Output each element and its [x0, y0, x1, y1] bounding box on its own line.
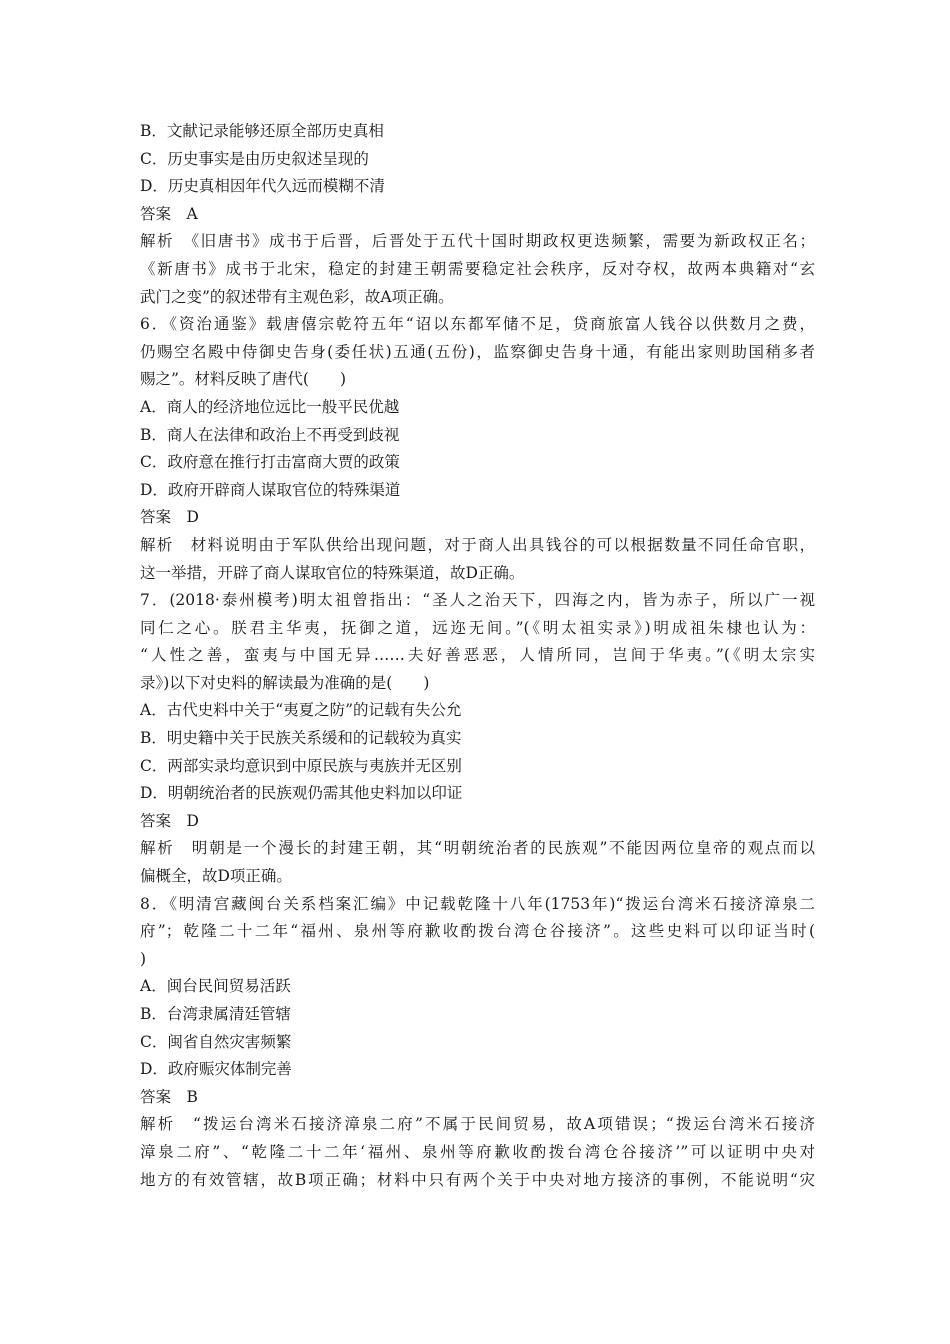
text-line: C．闽省自然灾害频繁: [140, 1032, 292, 1051]
text-line: 赐之”。材料反映了唐代( ): [140, 370, 347, 389]
text-line: B．商人在法律和政治上不再受到歧视: [140, 425, 400, 444]
text-line: A．商人的经济地位远比一般平民优越: [140, 397, 400, 416]
text-line: ): [140, 949, 147, 968]
text-line: 这一举措，开辟了商人谋取官位的特殊渠道，故D正确。: [140, 563, 525, 582]
text-line: 解析 “拨运台湾米石接济漳泉二府”不属于民间贸易，故A项错误；“拨运台湾米石接济: [140, 1115, 815, 1134]
text-line: 府”；乾隆二十二年“福州、泉州等府歉收酌拨台湾仓谷接济”。这些史料可以印证当时(: [140, 922, 815, 941]
text-line: 答案 D: [140, 811, 199, 830]
text-line: 地方的有效管辖，故B项正确；材料中只有两个关于中央对地方接济的事例，不能说明“灾: [140, 1170, 815, 1189]
text-line: 漳泉二府”、“乾隆二十二年‘福州、泉州等府歉收酌拨台湾仓谷接济’”可以证明中央对: [140, 1142, 815, 1161]
text-line: 6．《资治通鉴》载唐僖宗乾符五年“诏以东都军储不足，贷商旅富人钱谷以供数月之费，: [140, 315, 815, 334]
text-line: 解析 明朝是一个漫长的封建王朝，其“明朝统治者的民族观”不能因两位皇帝的观点而以: [140, 839, 815, 858]
text-line: C．历史事实是由历史叙述呈现的: [140, 149, 369, 168]
text-line: 解析 材料说明由于军队供给出现问题，对于商人出具钱谷的可以根据数量不同任命官职，: [140, 535, 815, 554]
text-line: D．历史真相因年代久远而模糊不清: [140, 177, 385, 196]
text-line: D．政府开辟商人谋取官位的特殊渠道: [140, 480, 401, 499]
text-line: B．文献记录能够还原全部历史真相: [140, 122, 384, 140]
text-line: 8．《明清宫藏闽台关系档案汇编》中记载乾隆十八年(1753年)“拨运台湾米石接济漳泉二: [140, 894, 815, 913]
text-line: D．政府赈灾体制完善: [140, 1060, 292, 1079]
text-line: 偏概全，故D项正确。: [140, 867, 292, 886]
text-line: C．两部实录均意识到中原民族与夷族并无区别: [140, 756, 462, 775]
text-line: 7．(2018·泰州模考)明太祖曾指出：“圣人之治天下，四海之内，皆为赤子，所以广一视: [140, 591, 815, 610]
text-line: 武门之变”的叙述带有主观色彩，故A项正确。: [140, 287, 454, 306]
text-line: 仍赐空名殿中侍御史告身(委任状)五通(五份)，监察御史告身十通，有能出家则助国稍多者: [140, 342, 815, 361]
text-line: 答案 B: [140, 1087, 198, 1106]
text-line: C．政府意在推行打击富商大贾的政策: [140, 453, 400, 472]
text-line: D．明朝统治者的民族观仍需其他史料加以印证: [140, 784, 463, 803]
text-line: 答案 A: [140, 204, 198, 223]
text-line: 解析 《旧唐书》成书于后晋，后晋处于五代十国时期政权更迭频繁，需要为新政权正名；: [140, 232, 815, 251]
text-line: 同仁之心。朕君主华夷，抚御之道，远迩无间。”(《明太祖实录》)明成祖朱棣也认为：: [140, 618, 815, 637]
document-body: [140, 118, 815, 1194]
text-line: 录》)以下对史料的解读最为准确的是( ): [140, 673, 430, 692]
text-line: B．明史籍中关于民族关系缓和的记载较为真实: [140, 729, 462, 748]
text-line: B．台湾隶属清廷管辖: [140, 1005, 291, 1023]
text-line: A．闽台民间贸易活跃: [140, 977, 291, 996]
text-line: “人性之善，蛮夷与中国无异……夫好善恶恶，人情所同，岂间于华夷。”(《明太宗实: [140, 646, 815, 665]
text-line: A．古代史料中关于“夷夏之防”的记载有失公允: [140, 701, 462, 720]
text-line: 《新唐书》成书于北宋，稳定的封建王朝需要稳定社会秩序，反对夺权，故两本典籍对“玄: [140, 259, 815, 278]
text-line: 答案 D: [140, 508, 199, 527]
